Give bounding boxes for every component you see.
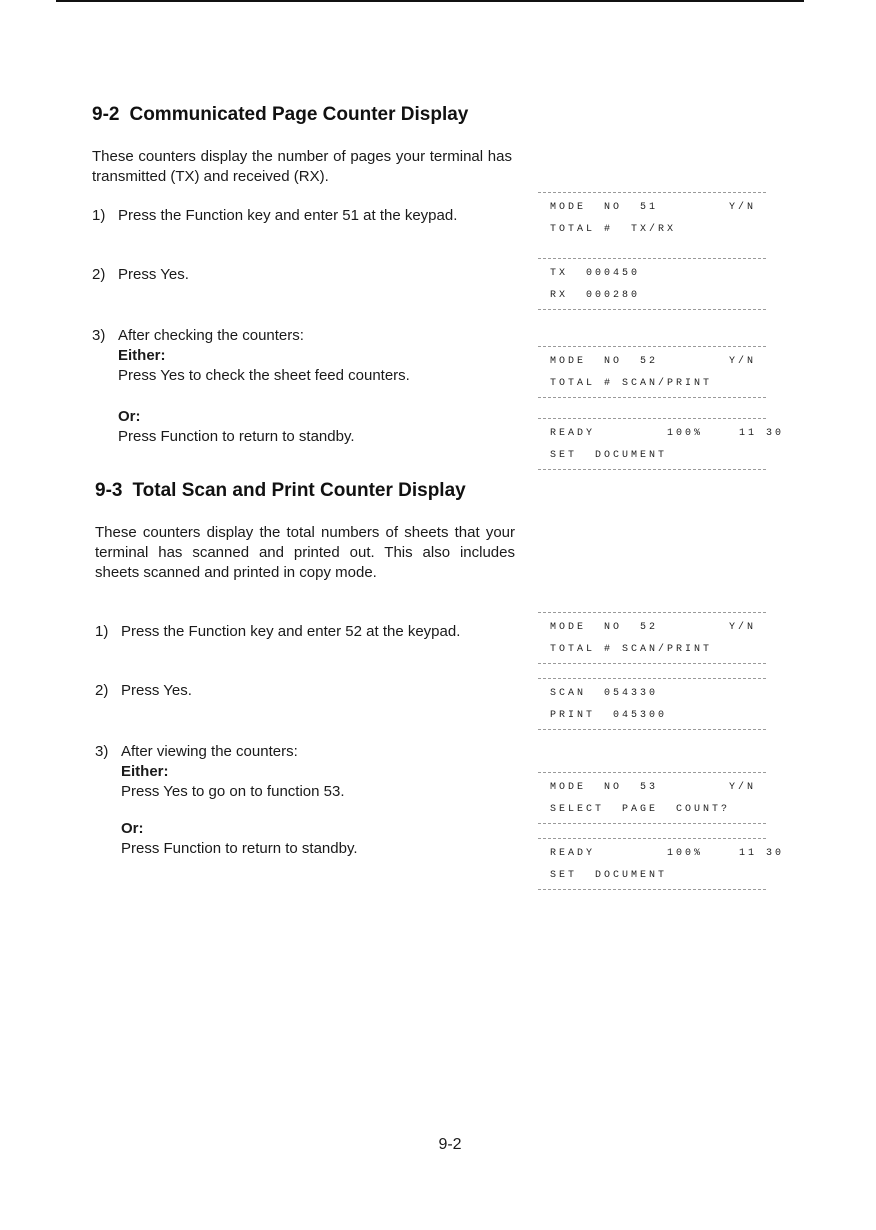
step-number: 3): [92, 327, 106, 344]
section-intro: These counters display the total numbers of sheets that your terminal has scanned and printed out. This also includes sheets scanned and printed in copy mode.: [95, 524, 515, 581]
section-title: Total Scan and Print Counter Display: [132, 480, 466, 501]
lcd-line-2: TOTAL # TX/RX: [550, 224, 677, 235]
lcd-display: [538, 418, 785, 470]
step-number: 1): [92, 207, 106, 224]
step-text: After viewing the counters:: [121, 743, 298, 760]
lcd-line-1: READY 100% 11 30: [550, 848, 785, 859]
lcd-line-2: TOTAL # SCAN/PRINT: [550, 378, 713, 389]
lcd-line-2: PRINT 045300: [550, 710, 668, 721]
either-text: Press Yes to check the sheet feed counters.: [118, 367, 410, 384]
or-text: Press Function to return to standby.: [121, 840, 358, 857]
lcd-line-2: SELECT PAGE COUNT?: [550, 804, 731, 815]
either-text: Press Yes to go on to function 53.: [121, 783, 345, 800]
section-heading-9-3: [95, 480, 466, 502]
page-number: 9-2: [438, 1136, 462, 1153]
step-text: Press the Function key and enter 52 at the keypad.: [121, 623, 461, 640]
step-number: 2): [92, 266, 106, 283]
or-block: [118, 407, 518, 447]
step-number: 1): [95, 623, 109, 640]
lcd-line-1: MODE NO 53: [550, 782, 659, 793]
lcd-line-2: SET DOCUMENT: [550, 450, 668, 461]
section-intro: These counters display the number of pages your terminal has transmitted (TX) and received (RX).: [92, 148, 512, 185]
lcd-yn: Y/N: [728, 202, 756, 213]
section-number: 9-3: [95, 480, 123, 501]
either-label: Either:: [121, 763, 169, 780]
step-3: [92, 326, 512, 346]
step-number: 2): [95, 682, 109, 699]
step-1: [95, 622, 515, 642]
or-label: Or:: [121, 820, 144, 837]
lcd-line-1: READY 100% 11 30: [550, 428, 785, 439]
lcd-line-1: MODE NO 52: [550, 622, 659, 633]
lcd-display: [538, 772, 766, 824]
or-text: Press Function to return to standby.: [118, 428, 355, 445]
lcd-display: [538, 678, 766, 730]
step-3: [95, 742, 515, 762]
top-rule: [56, 0, 804, 2]
section-title: Communicated Page Counter Display: [129, 104, 469, 125]
step-2: [95, 681, 515, 701]
either-label: Either:: [118, 347, 166, 364]
lcd-display: [538, 612, 766, 664]
step-text: Press the Function key and enter 51 at the keypad.: [118, 207, 458, 224]
lcd-line-2: RX 000280: [550, 290, 641, 301]
lcd-line-1: TX 000450: [550, 268, 641, 279]
step-text: Press Yes.: [121, 682, 192, 699]
lcd-yn: Y/N: [728, 782, 756, 793]
lcd-line-2: SET DOCUMENT: [550, 870, 668, 881]
step-number: 3): [95, 743, 109, 760]
lcd-display: [538, 192, 766, 244]
section-number: 9-2: [92, 104, 120, 125]
either-block: [118, 346, 518, 386]
lcd-yn: Y/N: [728, 622, 756, 633]
section-heading-9-2: [92, 104, 468, 126]
lcd-yn: Y/N: [728, 356, 756, 367]
lcd-display: [538, 258, 766, 310]
lcd-display: [538, 346, 766, 398]
step-2: [92, 265, 512, 285]
step-text: Press Yes.: [118, 266, 189, 283]
step-1: [92, 206, 512, 226]
or-block: [121, 819, 521, 859]
lcd-line-1: MODE NO 51: [550, 202, 659, 213]
either-block: [121, 762, 521, 802]
lcd-line-1: MODE NO 52: [550, 356, 659, 367]
step-text: After checking the counters:: [118, 327, 304, 344]
lcd-line-2: TOTAL # SCAN/PRINT: [550, 644, 713, 655]
lcd-display: [538, 838, 785, 890]
or-label: Or:: [118, 408, 141, 425]
lcd-line-1: SCAN 054330: [550, 688, 659, 699]
